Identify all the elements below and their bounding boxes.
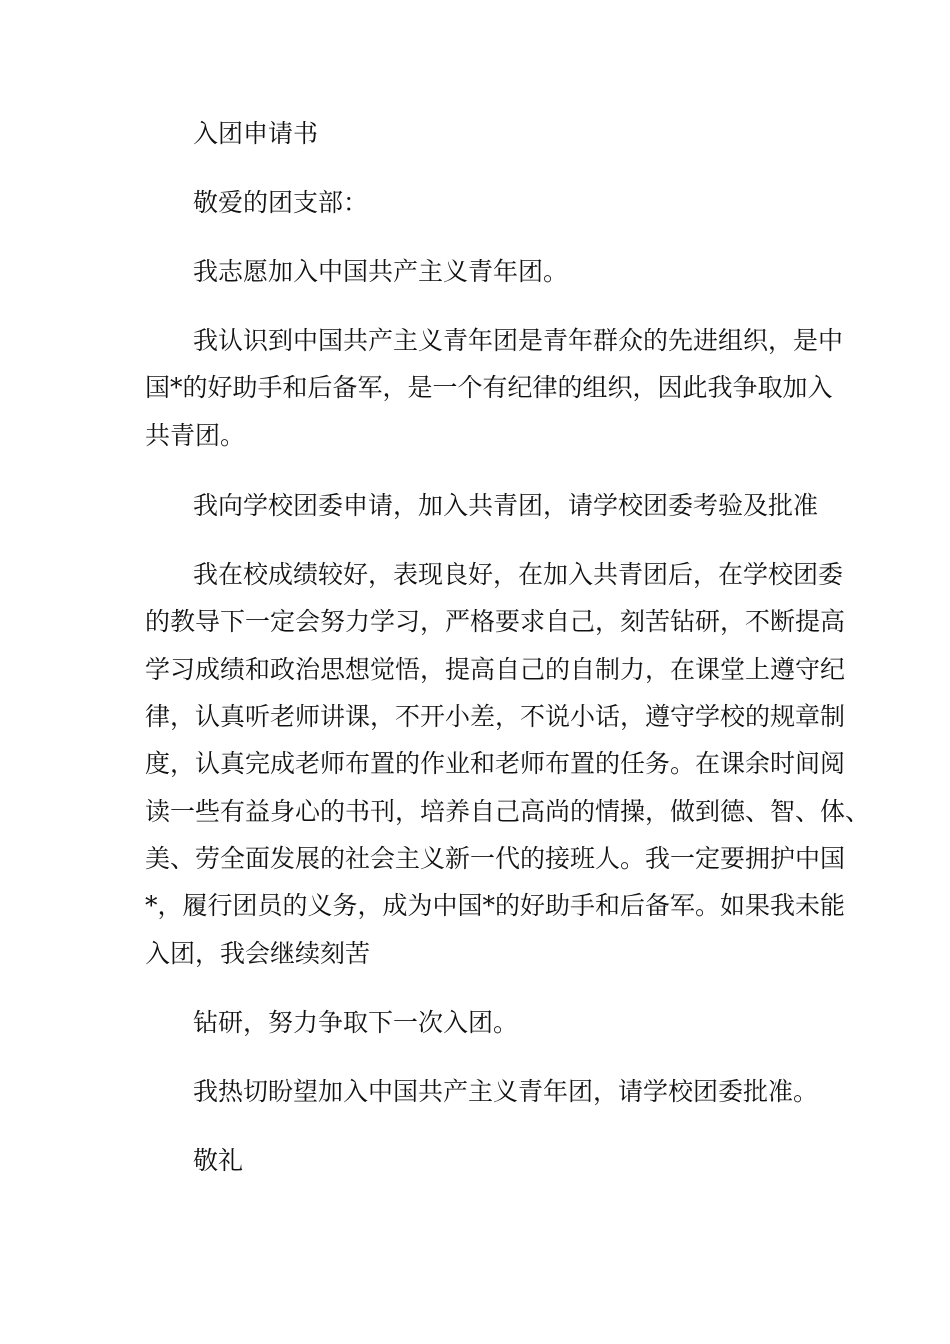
paragraph-line: 美、劳全面发展的社会主义新一代的接班人。我一定要拥护中国: [145, 844, 846, 873]
paragraph-hope: 我热切盼望加入中国共产主义青年团，请学校团委批准。: [193, 1077, 819, 1106]
paragraph-line: 的教导下一定会努力学习，严格要求自己，刻苦钻研，不断提高: [145, 607, 846, 636]
paragraph-line: 度，认真完成老师布置的作业和老师布置的任务。在课余时间阅: [145, 749, 846, 778]
paragraph-line: 读一些有益身心的书刊，培养自己高尚的情操，做到德、智、体、: [145, 797, 871, 826]
paragraph-line: 我认识到中国共产主义青年团是青年群众的先进组织，是中: [193, 326, 844, 355]
salutation: 敬爱的团支部：: [193, 188, 369, 217]
paragraph-line: 学习成绩和政治思想觉悟，提高自己的自制力，在课堂上遵守纪: [145, 655, 846, 684]
paragraph-line: 我在校成绩较好，表现良好，在加入共青团后，在学校团委: [193, 560, 844, 589]
paragraph-line: 律，认真听老师讲课，不开小差，不说小话，遵守学校的规章制: [145, 702, 846, 731]
paragraph-line: 国*的好助手和后备军，是一个有纪律的组织，因此我争取加入: [145, 373, 833, 402]
paragraph-line: *，履行团员的义务，成为中国*的好助手和后备军。如果我未能: [145, 891, 846, 920]
paragraph-declaration: 我志愿加入中国共产主义青年团。: [193, 257, 569, 286]
paragraph-line: 共青团。: [145, 421, 246, 450]
paragraph-application: 我向学校团委申请，加入共青团，请学校团委考验及批准: [193, 491, 819, 520]
closing: 敬礼: [193, 1146, 244, 1175]
paragraph-line: 入团，我会继续刻苦: [145, 939, 371, 968]
paragraph-continuation: 钻研，努力争取下一次入团。: [193, 1008, 519, 1037]
document-title: 入团申请书: [193, 119, 319, 148]
